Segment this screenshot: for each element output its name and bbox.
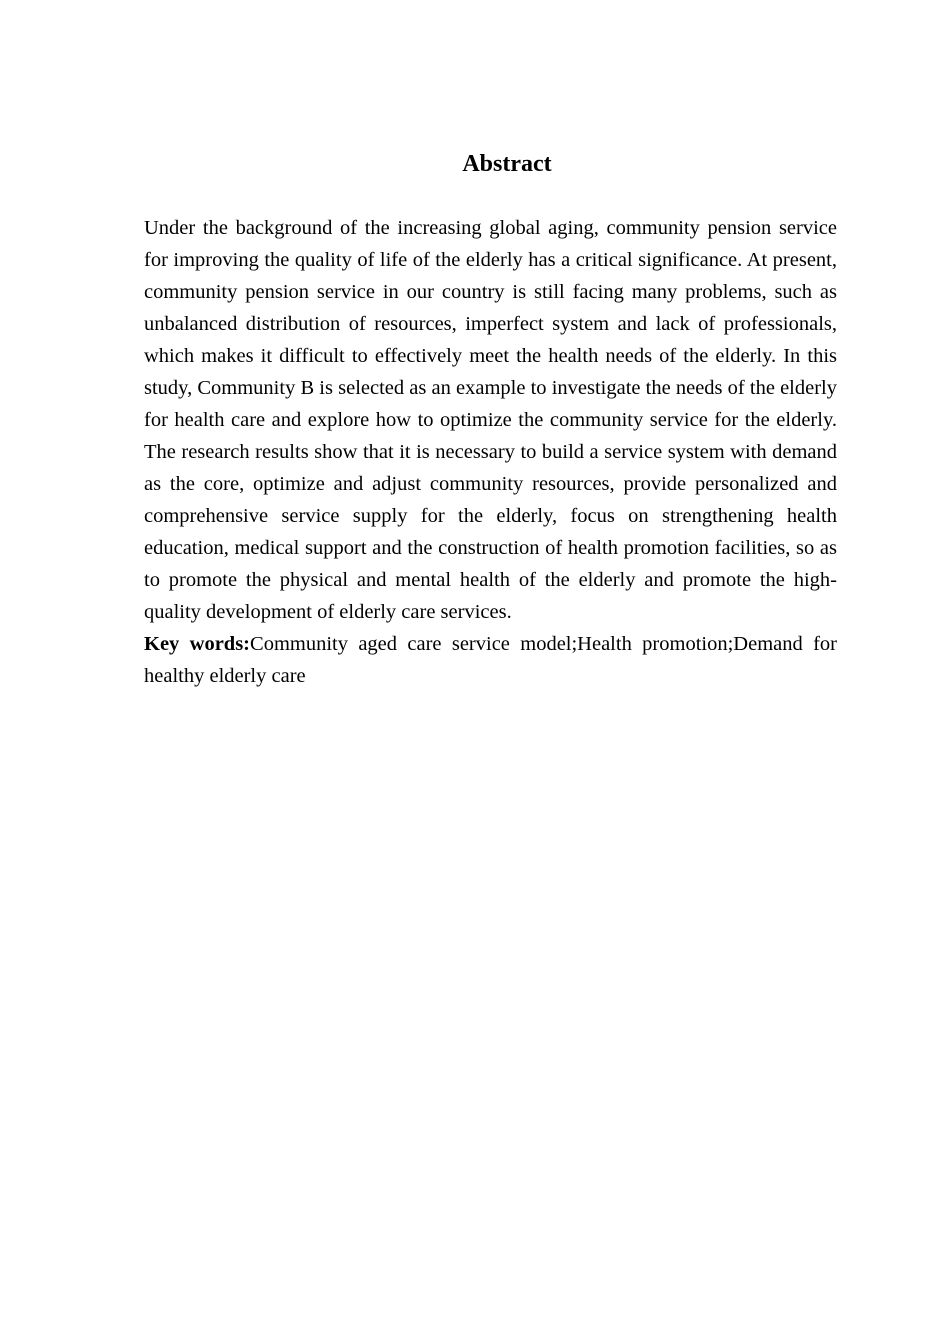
keywords-label: Key words: [144, 633, 251, 655]
keywords-line [144, 628, 837, 692]
abstract-paragraph: Under the background of the increasing global aging, community pension service for improving the quality of life of the elderly has a critical significance. At present, community pension service in our country is still facing many problems, such as unbalanced distribution of resources, imperfect system and lack of professionals, which makes it difficult to effectively meet the health needs of the elderly. In this study, Community B is selected as an example to investigate the needs of the elderly for health care and explore how to optimize the community service for the elderly. The research results show that it is necessary to build a service system with demand as the core, optimize and adjust community resources, provide personalized and comprehensive service supply for the elderly, focus on strengthening health education, medical support and the construction of health promotion facilities, so as to promote the physical and mental health of the elderly and promote the high-quality development of elderly care services. [144, 217, 837, 623]
abstract-body [144, 212, 837, 692]
keywords-text: Community aged care service model;Health promotion;Demand for healthy elderly care [144, 633, 837, 687]
abstract-title: Abstract [462, 151, 552, 177]
